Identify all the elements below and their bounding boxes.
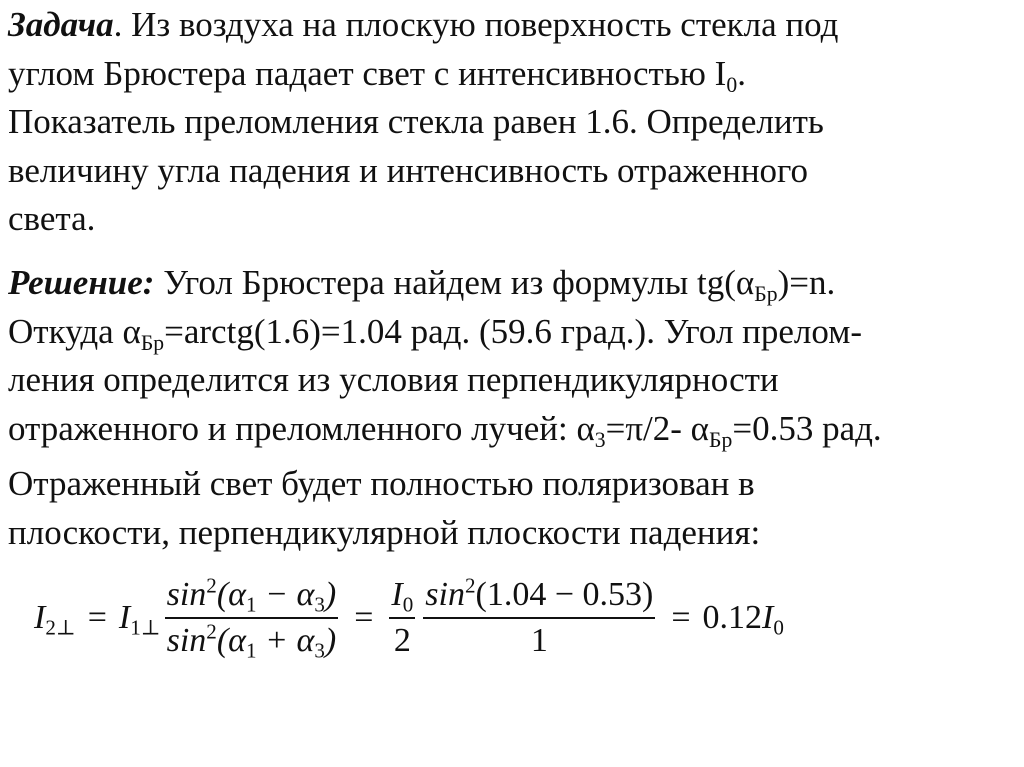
fraction-numerator bbox=[165, 573, 339, 619]
task-paragraph bbox=[8, 1, 1018, 244]
solution-text: отраженного и преломленного лучей: α bbox=[8, 408, 595, 448]
solution-line-4 bbox=[8, 405, 1018, 454]
sin-function: sin bbox=[166, 576, 207, 613]
task-text: . Из воздуха на плоскую поверхность стекла под bbox=[113, 5, 839, 44]
subscript: 1 bbox=[246, 592, 257, 617]
fraction-numerator bbox=[389, 573, 415, 619]
variable: I bbox=[34, 599, 46, 636]
formula-term: (α bbox=[216, 576, 246, 613]
subscript: Бр bbox=[140, 330, 165, 355]
solution-text: Угол Брюстера найдем из формулы tg(α bbox=[154, 263, 755, 302]
solution-line-2 bbox=[8, 308, 1018, 357]
conclusion-line-2: плоскости, перпендикулярной плоскости падения: bbox=[8, 512, 761, 552]
task-text: . bbox=[737, 53, 746, 93]
task-line-5: света. bbox=[8, 199, 96, 238]
equals-sign: = bbox=[87, 599, 107, 636]
task-line-4: величину угла падения и интенсивность отраженного bbox=[8, 150, 809, 190]
formula-term: (α bbox=[216, 622, 246, 659]
solution-text: )=n. bbox=[777, 263, 836, 302]
solution-line-1 bbox=[8, 259, 1018, 308]
subscript: 3 bbox=[314, 592, 325, 617]
solution-text: Откуда α bbox=[8, 311, 141, 351]
conclusion-paragraph bbox=[8, 460, 1018, 557]
task-label: Задача bbox=[8, 5, 114, 44]
subscript: 3 bbox=[594, 427, 606, 452]
task-text: углом Брюстера падает свет с интенсивностью I bbox=[8, 53, 727, 93]
fraction-denominator: 2 bbox=[393, 622, 411, 659]
task-line-3: Показатель преломления стекла равен 1.6. Определить bbox=[8, 102, 824, 141]
subscript: 3 bbox=[314, 638, 325, 663]
formula-term: ) bbox=[324, 576, 337, 613]
superscript: 2 bbox=[206, 573, 217, 598]
solution-text: =0.53 рад. bbox=[732, 408, 882, 448]
subscript: 1⊥ bbox=[130, 615, 161, 640]
formula-term: − α bbox=[256, 576, 315, 613]
conclusion-line-1: Отраженный свет будет полностью поляризован в bbox=[8, 464, 755, 503]
formula-term: ) bbox=[324, 622, 337, 659]
formula-term: (1.04 − 0.53) bbox=[475, 576, 654, 613]
variable: I bbox=[762, 599, 774, 636]
sin-function: sin bbox=[166, 622, 207, 659]
intensity-formula bbox=[34, 568, 784, 668]
fraction-denominator bbox=[165, 619, 339, 663]
equals-sign: = bbox=[671, 599, 691, 636]
variable: I bbox=[391, 576, 403, 613]
task-line-2 bbox=[8, 50, 1018, 99]
superscript: 2 bbox=[464, 573, 476, 598]
solution-line-3: ления определится из условия перпендикулярности bbox=[8, 360, 779, 399]
sin-function: sin bbox=[425, 576, 465, 613]
result-value: 0.12 bbox=[702, 599, 763, 636]
solution-label: Решение: bbox=[8, 263, 155, 302]
variable: I bbox=[118, 599, 131, 636]
solution-paragraph bbox=[8, 259, 1018, 453]
subscript: 2⊥ bbox=[45, 615, 76, 640]
subscript: 0 bbox=[726, 72, 738, 97]
formula-lhs bbox=[34, 599, 76, 640]
superscript: 2 bbox=[206, 619, 217, 644]
subscript: 0 bbox=[402, 592, 414, 617]
solution-text: =π/2- α bbox=[605, 408, 710, 448]
incident-intensity bbox=[118, 599, 161, 640]
half-fraction bbox=[389, 573, 415, 663]
equals-sign: = bbox=[354, 599, 374, 636]
solution-text: =arctg(1.6)=1.04 рад. (59.6 град.). Угол прелом- bbox=[164, 311, 863, 351]
subscript: Бр bbox=[709, 427, 733, 452]
formula-result bbox=[702, 599, 784, 640]
subscript: 1 bbox=[246, 638, 257, 663]
formula-term: + α bbox=[256, 622, 315, 659]
task-line-1 bbox=[8, 1, 1018, 50]
subscript: 0 bbox=[773, 615, 784, 640]
subscript: Бр bbox=[754, 281, 778, 306]
numeric-fraction bbox=[423, 573, 655, 663]
fresnel-fraction bbox=[165, 573, 339, 663]
fraction-numerator bbox=[423, 573, 655, 619]
fraction-denominator: 1 bbox=[530, 622, 548, 659]
